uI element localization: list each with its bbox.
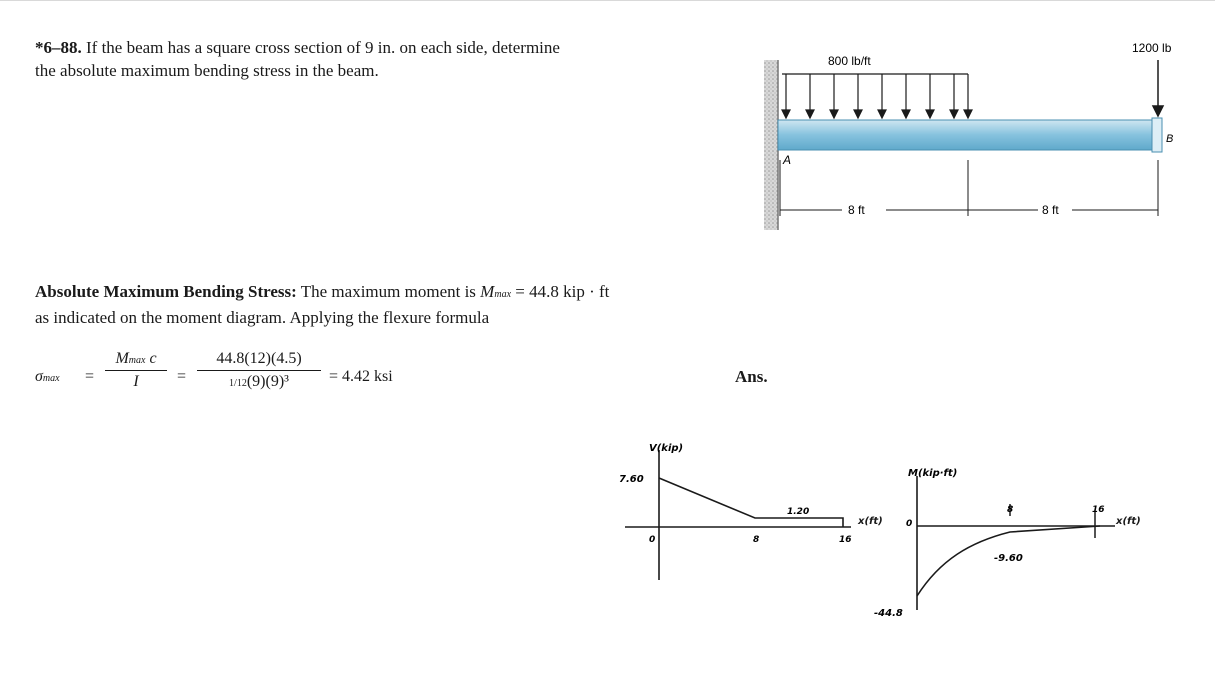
numerator-1-subscript: max	[128, 355, 146, 366]
load-label: 800 lb/ft	[828, 54, 871, 68]
problem-statement	[35, 36, 575, 82]
solution-text-2: as indicated on the moment diagram. Applying the flexure formula	[35, 308, 490, 327]
equals-1: =	[85, 368, 95, 385]
shear-diagram	[615, 435, 865, 585]
m-symbol: M	[480, 282, 495, 301]
sigma-symbol: σ	[35, 368, 43, 385]
moment-x-end: 16	[1092, 505, 1105, 515]
point-load-arrow	[1153, 60, 1163, 116]
flexure-formula	[35, 350, 455, 410]
span2-label: 8 ft	[1042, 203, 1059, 217]
equals-2: =	[177, 368, 187, 385]
numerator-1-c: c	[149, 350, 157, 367]
fixed-wall	[764, 60, 778, 230]
shear-curve	[659, 478, 843, 527]
shear-x-origin: 0	[649, 535, 656, 545]
shear-v-start: 7.60	[619, 474, 644, 485]
top-border	[0, 0, 1215, 1]
shear-x-end: 16	[839, 535, 852, 545]
moment-x-origin: 0	[906, 519, 913, 529]
problem-text: If the beam has a square cross section of 9 in. on each side, determine the absolute maximum bending stress in the beam.	[35, 38, 560, 80]
moment-m-mid: -9.60	[994, 553, 1023, 564]
solution-text-1: The maximum moment is	[300, 282, 476, 301]
distributed-load	[782, 74, 972, 118]
support-a-label: A	[783, 153, 792, 167]
span1-label: 8 ft	[848, 203, 865, 217]
moment-x-axis-label: x(ft)	[1116, 516, 1141, 527]
numerator-1: M	[115, 350, 129, 367]
denominator-2-prefix: 1/12	[229, 378, 247, 389]
solution-text	[35, 280, 775, 329]
fraction-1	[105, 350, 167, 391]
beam-figure	[760, 30, 1200, 230]
m-value: = 44.8 kip · ft	[515, 282, 610, 301]
shear-y-label: V(kip)	[649, 443, 684, 454]
problem-number: *6–88.	[35, 38, 82, 57]
denominator-2: (9)(9)³	[246, 373, 289, 390]
shear-v-mid: 1.20	[787, 507, 810, 517]
denominator-1: I	[133, 373, 139, 390]
dimension-lines	[780, 160, 1158, 216]
end-b-label: B	[1166, 133, 1174, 145]
formula-result: = 4.42 ksi	[329, 368, 393, 385]
moment-diagram	[870, 460, 1130, 630]
sigma-subscript: max	[42, 373, 60, 384]
shear-x-mid: 8	[753, 535, 760, 545]
moment-m-min: -44.8	[874, 608, 903, 619]
moment-y-label: M(kip·ft)	[908, 468, 958, 479]
beam	[778, 120, 1158, 150]
fraction-2	[197, 350, 321, 391]
answer-label: Ans.	[735, 367, 768, 386]
m-subscript: max	[494, 289, 512, 300]
point-load-label: 1200 lb	[1132, 41, 1172, 55]
shear-x-axis-label: x(ft)	[858, 516, 883, 527]
solution-heading: Absolute Maximum Bending Stress:	[35, 282, 297, 301]
numerator-2: 44.8(12)(4.5)	[197, 350, 321, 371]
moment-x-mid: 8	[1007, 505, 1014, 515]
